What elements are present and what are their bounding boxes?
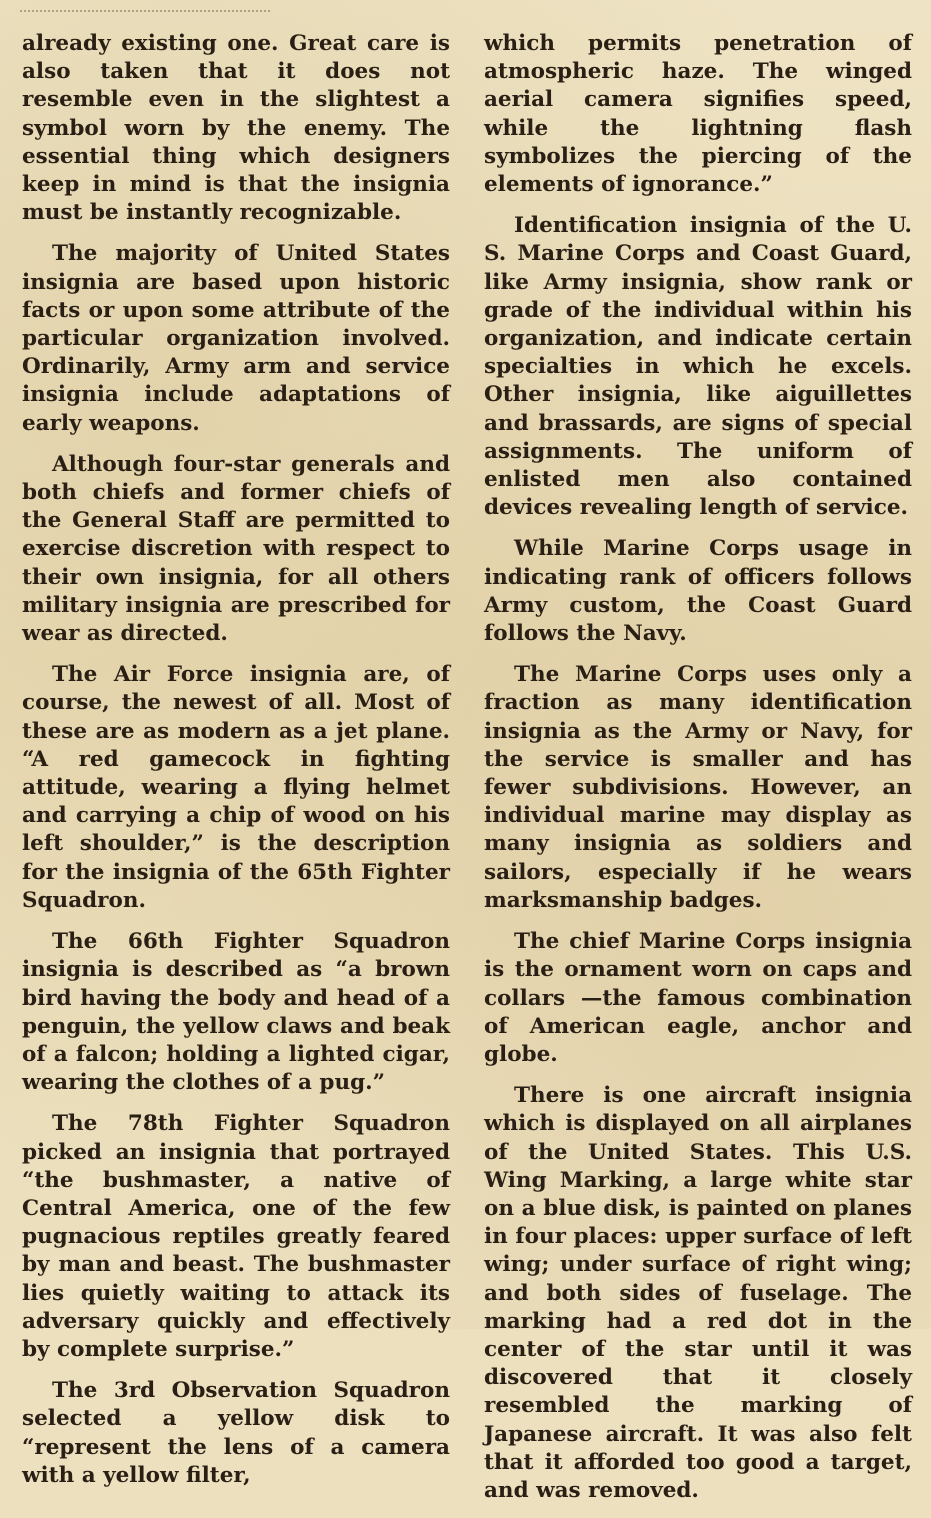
paragraph: already existing one. Great care is also taken that it does not resemble even in the slightest a symbol worn by the enemy. The essential thing which designers keep in mind is that the insignia must be instantly recognizable. xyxy=(22,31,450,226)
right-column xyxy=(484,30,912,1518)
paragraph: which permits penetration of atmospheric haze. The winged aerial camera signifies speed, while the lightning flash symbolizes the piercing of the elements of ignorance.” xyxy=(484,31,912,198)
left-column xyxy=(22,30,450,1503)
torn-top-edge xyxy=(20,10,270,18)
paragraph: The Marine Corps uses only a fraction as many identification insignia as the Army or Navy, for the service is smaller and has fewer subdivisions. However, an individual marine may display as many insignia as soldiers and sailors, especially if he wears marksmanship badges. xyxy=(484,662,912,913)
paragraph: Although four-star generals and both chiefs and former chiefs of the General Staff are permitted to exercise discretion with respect to their own insignia, for all others military insignia are prescribed for wear as directed. xyxy=(22,451,450,647)
paragraph: Identification insignia of the U. S. Marine Corps and Coast Guard, like Army insignia, show rank or grade of the individual within his organization, and indicate certain specialties in which he excels. Other insignia, like aiguillettes and brassards, are signs of special assignments. The uniform of enlisted men also contained devices revealing length of service. xyxy=(484,213,912,521)
paragraph: While Marine Corps usage in indicating rank of officers follows Army custom, the Coast Guard follows the Navy. xyxy=(484,536,912,647)
paragraph: The 78th Fighter Squadron picked an insignia that portrayed “the bushmaster, a native of Central America, one of the few pugnacious reptiles greatly feared by man and beast. The bushmaster lies quietly waiting to attack its adversary quickly and effectively by complete surprise.” xyxy=(22,1111,450,1362)
paragraph: The majority of United States insignia are based upon historic facts or upon some attribute of the particular organization involved. Ordinarily, Army arm and service insignia include adaptations of early weapons. xyxy=(22,241,450,436)
paragraph: The 3rd Observation Squadron selected a yellow disk to “represent the lens of a camera with a yellow filter, xyxy=(22,1378,450,1488)
paragraph: The Air Force insignia are, of course, the newest of all. Most of these are as modern as a jet plane. “A red gamecock in fighting attitude, wearing a flying helmet and carrying a chip of wood on his left shoulder,” is the description for the insignia of the 65th Fighter Squadron. xyxy=(22,662,450,913)
paragraph: The 66th Fighter Squadron insignia is described as “a brown bird having the body and head of a penguin, the yellow claws and beak of a falcon; holding a lighted cigar, wearing the clothes of a pug.” xyxy=(22,929,450,1096)
paragraph: The chief Marine Corps insignia is the ornament worn on caps and collars —the famous combination of American eagle, anchor and globe. xyxy=(484,929,912,1067)
paragraph: There is one aircraft insignia which is displayed on all airplanes of the United States. This U.S. Wing Marking, a large white star on a blue disk, is painted on planes in four places: upper surface of left wing; under surface of right wing; and both sides of fuselage. The marking had a red dot in the center of the star until it was discovered that it closely resembled the marking of Japanese aircraft. It was also felt that it afforded too good a target, and was removed. xyxy=(484,1083,912,1503)
